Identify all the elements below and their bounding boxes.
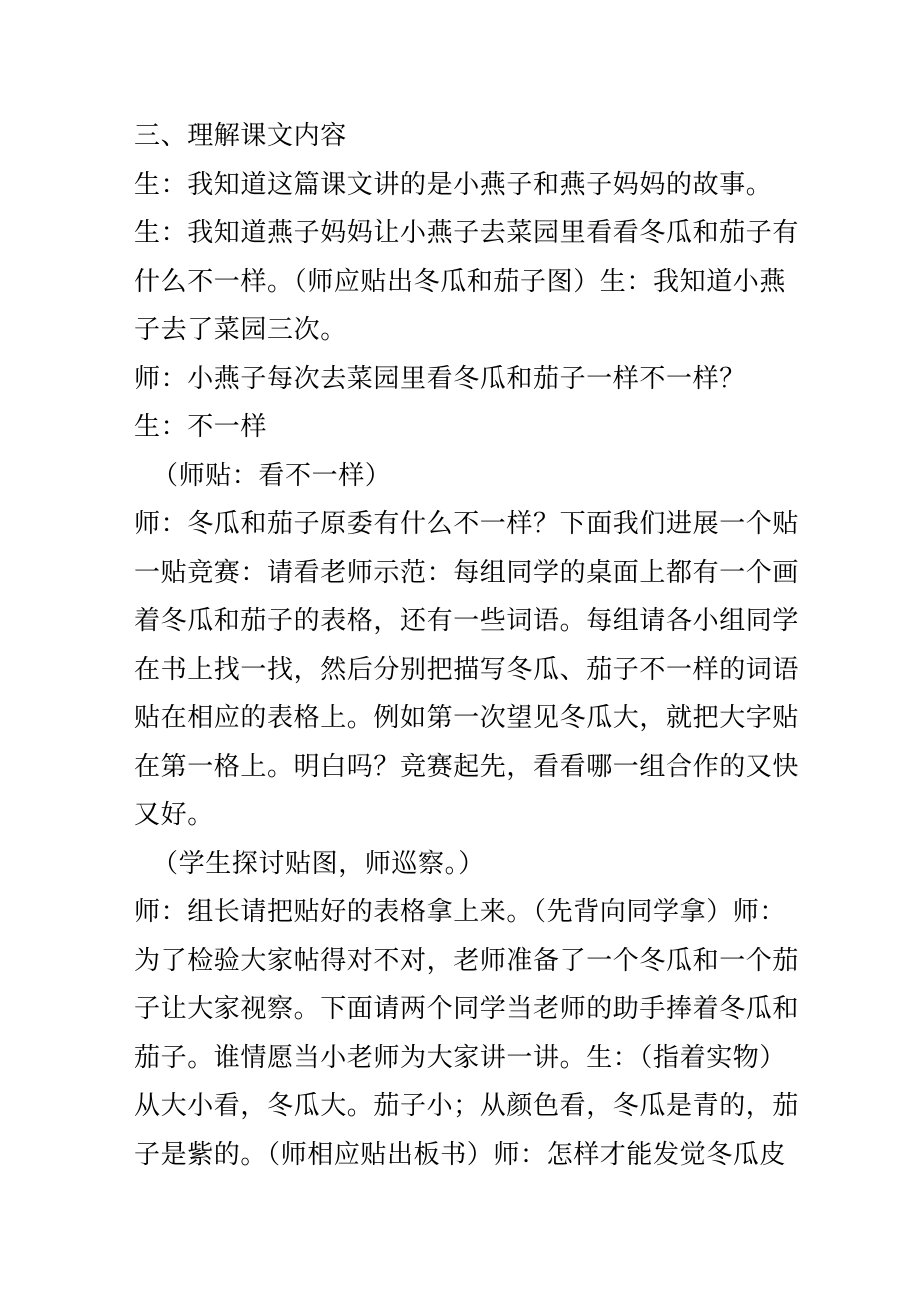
section-heading: 三、理解课文内容 [134, 121, 347, 151]
text-line: 在书上找一找，然后分别把描写冬瓜、茄子不一样的词语 [134, 654, 800, 685]
text-line: 子去了菜园三次。 [134, 315, 347, 345]
text-line: 在第一格上。明白吗？竞赛起先，看看哪一组合作的又快 [134, 751, 800, 782]
text-line: （学生探讨贴图，师巡察。） [152, 848, 485, 879]
text-line: 茄子。谁情愿当小老师为大家讲一讲。生：（指着实物） [134, 1042, 787, 1073]
text-line: 着冬瓜和茄子的表格，还有一些词语。每组请各小组同学 [134, 606, 800, 636]
text-line: 子是紫的。（师相应贴出板书）师：怎样才能发觉冬瓜皮 [134, 1139, 787, 1170]
text-line: 生：我知道燕子妈妈让小燕子去菜园里看看冬瓜和茄子有 [134, 218, 800, 248]
text-line: 为了检验大家帖得对不对，老师准备了一个冬瓜和一个茄 [134, 945, 800, 976]
text-line: 师：组长请把贴好的表格拿上来。（先背向同学拿）师： [134, 897, 787, 927]
text-line: 从大小看，冬瓜大。茄子小；从颜色看，冬瓜是青的，茄 [134, 1091, 800, 1121]
text-line: 什么不一样。（师应贴出冬瓜和茄子图）生：我知道小燕 [134, 266, 787, 297]
text-line: 又好。 [134, 800, 214, 830]
text-line: 师：小燕子每次去菜园里看冬瓜和茄子一样不一样？ [134, 363, 746, 394]
text-line: 贴在相应的表格上。例如第一次望见冬瓜大，就把大字贴 [134, 703, 800, 733]
text-line: 子让大家视察。下面请两个同学当老师的助手捧着冬瓜和 [134, 994, 800, 1024]
text-line: 一贴竞赛：请看老师示范：每组同学的桌面上都有一个画 [134, 557, 800, 588]
text-line: 生：不一样 [134, 412, 268, 442]
text-line: 生：我知道这篇课文讲的是小燕子和燕子妈妈的故事。 [134, 169, 773, 200]
text-line: 师：冬瓜和茄子原委有什么不一样？下面我们进展一个贴 [134, 509, 800, 539]
text-line: （师贴：看不一样） [152, 460, 392, 491]
